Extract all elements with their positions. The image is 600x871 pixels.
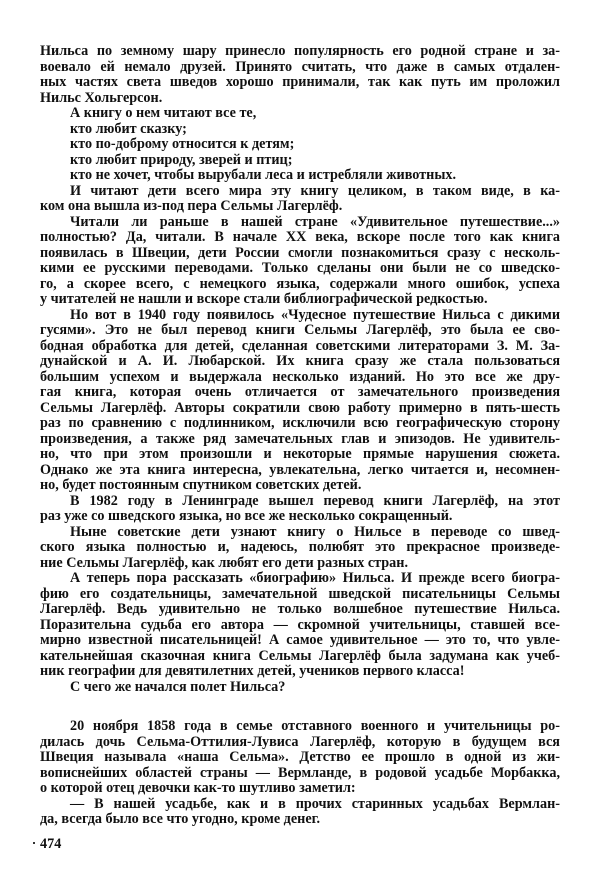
text-line: ком она вышла из-под пера Сельмы Лагерлёф. — [40, 198, 343, 214]
text-line: Читали ли раньше в нашей стране «Удивительное путешествие...» — [70, 214, 560, 230]
text-line: фию его создательницы, замечательной шведской писательницы Сельмы — [40, 586, 560, 602]
text-line: Нильс Хольгерсон. — [40, 89, 163, 106]
text-line: полностью? Да, читали. В начале XX века, вскоре после того как книга — [40, 230, 560, 245]
text-line: 20 ноября 1858 года в семье отставного военного и учительницы ро- — [70, 719, 560, 734]
text-line: Ныне советские дети узнают книгу о Нильсе в переводе со швед- — [70, 524, 560, 540]
text-line: кательнейшая сказочная книга Сельмы Лагерлёф была задумана как учеб- — [40, 648, 560, 664]
text-line: дунайской и А. И. Любарской. Их книга сразу же стала пользоваться — [40, 354, 560, 369]
text-line: гая книга, которая очень отличается от замечательного произведения — [40, 385, 560, 400]
text-line: ных частях света шведов хорошо принимали, так как путь им проложил — [40, 75, 560, 90]
text-line: А теперь пора рассказать «биографию» Нильса. И прежде всего биогра- — [70, 571, 560, 586]
text-line: о которой отец девочки как-то шутливо заметил: — [40, 780, 356, 796]
text-line: вописнейших областей страны — Вермланде, в родовой усадьбе Морбакка, — [40, 765, 560, 781]
text-line: произведения, а также ряд замечательных глав и эпизодов. Не удивитель- — [40, 431, 560, 447]
text-line: кто любит природу, зверей и птиц; — [70, 151, 293, 168]
text-line: И читают дети всего мира эту книгу целиком, в таком виде, в ка- — [70, 183, 560, 199]
text-line: ние Сельмы Лагерлёф, как любят его дети разных стран. — [40, 554, 409, 571]
text-line: кто по-доброму относится к детям; — [70, 136, 295, 152]
text-line: Поразительна судьба его автора — скромной учительницы, ставшей все- — [40, 617, 560, 633]
text-line: кто любит сказку; — [70, 120, 187, 137]
page-number: 474 — [40, 836, 62, 852]
text-line: но, что при этом произошли и некоторые прямые нарушения сюжета. — [40, 447, 560, 462]
text-line: у читателей не нашли и вскоре стали библиографической редкостью. — [40, 291, 488, 307]
scan-speck — [33, 842, 35, 844]
text-line: гусями». Это не был перевод книги Сельмы Лагерлёф, это была ее сво- — [40, 323, 560, 338]
text-line: большим успехом и выдержала несколько изданий. Но это все же дру- — [40, 369, 560, 385]
text-line: го, а скорее всего, с немецкого языка, содержали много ошибок, успеха — [40, 276, 560, 292]
text-line: Швеция называла «наша Сельма». Детство ее прошло в одной из жи- — [40, 750, 560, 765]
text-line: раз по сравнению с подлинником, исключили всю географическую сторону — [40, 416, 560, 431]
text-line: А книгу о нем читают все те, — [70, 105, 257, 121]
text-line: Однако же эта книга интересна, увлекательна, легко читается и, несомнен- — [40, 462, 560, 478]
text-line: С чего же начался полет Нильса? — [70, 678, 286, 695]
text-line: В 1982 году в Ленинграде вышел перевод книги Лагерлёф, на этот — [70, 493, 560, 509]
text-line: кими ее русскими переводами. Только сделаны они были не со шведско- — [40, 261, 560, 276]
text-line: да, всегда было все что угодно, кроме денег. — [40, 811, 320, 827]
text-line: Но вот в 1940 году появилось «Чудесное путешествие Нильса с дикими — [70, 307, 560, 323]
text-line: Сельмы Лагерлёф. Авторы сократили свою работу примерно в пять-шесть — [40, 400, 560, 416]
text-line: мирно известной писательницей! А самое удивительное — это то, что увле- — [40, 633, 560, 648]
text-line: появилась в Швеции, дети России смогли познакомиться сразу с несколь- — [40, 245, 560, 261]
text-line: — В нашей усадьбе, как и в прочих старинных усадьбах Вермлан- — [70, 796, 560, 812]
text-line: ник географии для девятилетних детей, учеников первого класса! — [40, 663, 465, 679]
text-line: бодная обработка для детей, сделанная советскими литераторами З. М. За- — [40, 338, 560, 354]
page-body — [40, 44, 560, 828]
text-line: но, будет постоянным спутником советских детей. — [40, 477, 362, 493]
text-line: раз уже со шведского языка, но все же несколько сокращенный. — [40, 508, 453, 524]
text-line: Нильса по земному шару принесло популярность его родной стране и за- — [40, 44, 560, 59]
section-break — [40, 695, 560, 719]
text-line: воевало ей немало друзей. Принято считать, что даже в самых отдален- — [40, 59, 560, 75]
text-line: кто не хочет, чтобы вырубали леса и истребляли животных. — [70, 167, 457, 183]
text-line: ского языка полностью и, надеюсь, полюбят это прекрасное произведе- — [40, 540, 560, 555]
text-line: дилась дочь Сельма-Оттилия-Лувиса Лагерлёф, которую в будущем вся — [40, 734, 560, 750]
text-line: Лагерлёф. Ведь удивительно не только волшебное путешествие Нильса. — [40, 602, 560, 617]
